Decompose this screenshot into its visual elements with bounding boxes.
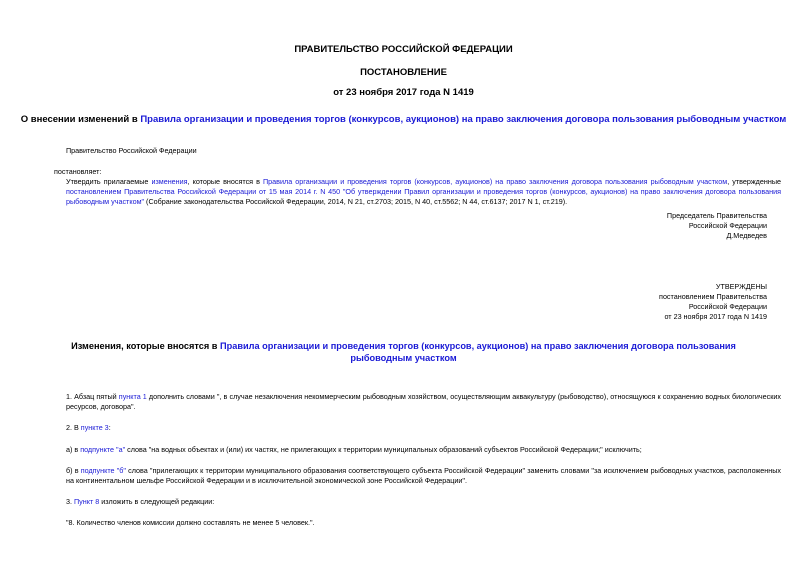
item-3-text-b: изложить в следующей редакции: (99, 497, 215, 506)
title-prefix: О внесении изменений в (20, 114, 141, 125)
p1-text-a: Утвердить прилагаемые (66, 177, 152, 186)
item-2-text-a: 2. В (66, 423, 81, 432)
government-line: Правительство Российской Федерации (66, 146, 197, 155)
p1-text-c: , утвержденные (727, 177, 781, 186)
item-1-text-b: дополнить словами ", в случае незаключения некоммерческим рыбоводным хозяйством, осуществляющим аквакультуру (рыбоводство), относящуюся к сохранению водных биологических ресурсов, договора". (66, 392, 781, 411)
item-2a (54, 445, 781, 455)
main-paragraph (54, 177, 781, 207)
decides-line: постановляет: (54, 167, 102, 176)
item-3-text-a: 3. (66, 497, 74, 506)
government-heading: ПРАВИТЕЛЬСТВО РОССИЙСКОЙ ФЕДЕРАЦИИ (294, 44, 513, 55)
item-2a-text-b: слова "на водных объектах и (или) их частях, не прилегающих к территории муниципальных образований субъектов Российской Федерации;" исключить; (125, 445, 642, 454)
p1-text-b: , которые вносятся в (187, 177, 264, 186)
changes-title (40, 340, 767, 364)
item-2b-text-a: б) в (66, 466, 81, 475)
resolution-450-link[interactable]: постановлением Правительства Российской Федерации от 15 мая 2014 г. N 450 "Об утверждении Правил организации и проведения торгов (конкурсов, аукционов) на право заключения договора пользования рыбоводным участком" (66, 187, 781, 206)
item-2-text-b: : (108, 423, 111, 432)
item-2-link[interactable]: пункте 3 (80, 423, 109, 432)
signature-line-2: Российской Федерации (688, 221, 767, 230)
changes-title-prefix: Изменения, которые вносятся в (71, 341, 220, 351)
item-1-text-a: 1. Абзац пятый (66, 392, 119, 401)
item-2 (66, 423, 111, 433)
changes-title-link[interactable]: Правила организации и проведения торгов (конкурсов, аукционов) на право заключения договора пользования рыбоводным участком (220, 341, 736, 363)
item-1 (54, 392, 781, 412)
item-3-quote: "8. Количество членов комиссии должно составлять не менее 5 человек.". (66, 518, 315, 527)
item-3 (66, 497, 214, 507)
approved-line-1: УТВЕРЖДЕНЫ (715, 282, 767, 291)
title-rules-link[interactable]: Правила организации и проведения торгов (конкурсов, аукционов) на право заключения договора пользования рыбоводным участком (140, 114, 787, 125)
approved-line-2: постановлением Правительства (659, 292, 767, 301)
item-2b-text-b: слова "прилегающих к территории муниципального образования соответствующего субъекта Российской Федерации" заменить словами "за исключением рыбоводных участков, расположенных на континентальном шельфе Российской Федерации и в исключительной экономической зоне Российской Федерации". (66, 466, 782, 485)
approved-block (659, 282, 767, 322)
document-title (0, 114, 807, 125)
signature-line-1: Председатель Правительства (666, 211, 767, 220)
document-date-number: от 23 ноября 2017 года N 1419 (333, 87, 474, 98)
signature-block (667, 211, 767, 241)
rules-link[interactable]: Правила организации и проведения торгов (конкурсов, аукционов) на право заключения договора пользования рыбоводным участком (263, 177, 728, 186)
item-3-link[interactable]: Пункт 8 (74, 497, 100, 506)
item-2a-link[interactable]: подпункте "а" (80, 445, 126, 454)
p1-text-d: (Собрание законодательства Российской Федерации, 2014, N 21, ст.2703; 2015, N 40, ст.5562; N 44, ст.6137; 2017 N 1, ст.219). (144, 197, 568, 206)
item-1-link[interactable]: пункта 1 (118, 392, 147, 401)
item-2a-text-a: а) в (66, 445, 81, 454)
approved-line-4: от 23 ноября 2017 года N 1419 (664, 312, 767, 321)
item-2b (54, 466, 781, 486)
changes-link[interactable]: изменения (151, 177, 188, 186)
item-2b-link[interactable]: подпункте "б" (80, 466, 126, 475)
signature-line-3: Д.Медведев (726, 231, 767, 240)
document-type-heading: ПОСТАНОВЛЕНИЕ (360, 67, 447, 78)
approved-line-3: Российской Федерации (688, 302, 767, 311)
